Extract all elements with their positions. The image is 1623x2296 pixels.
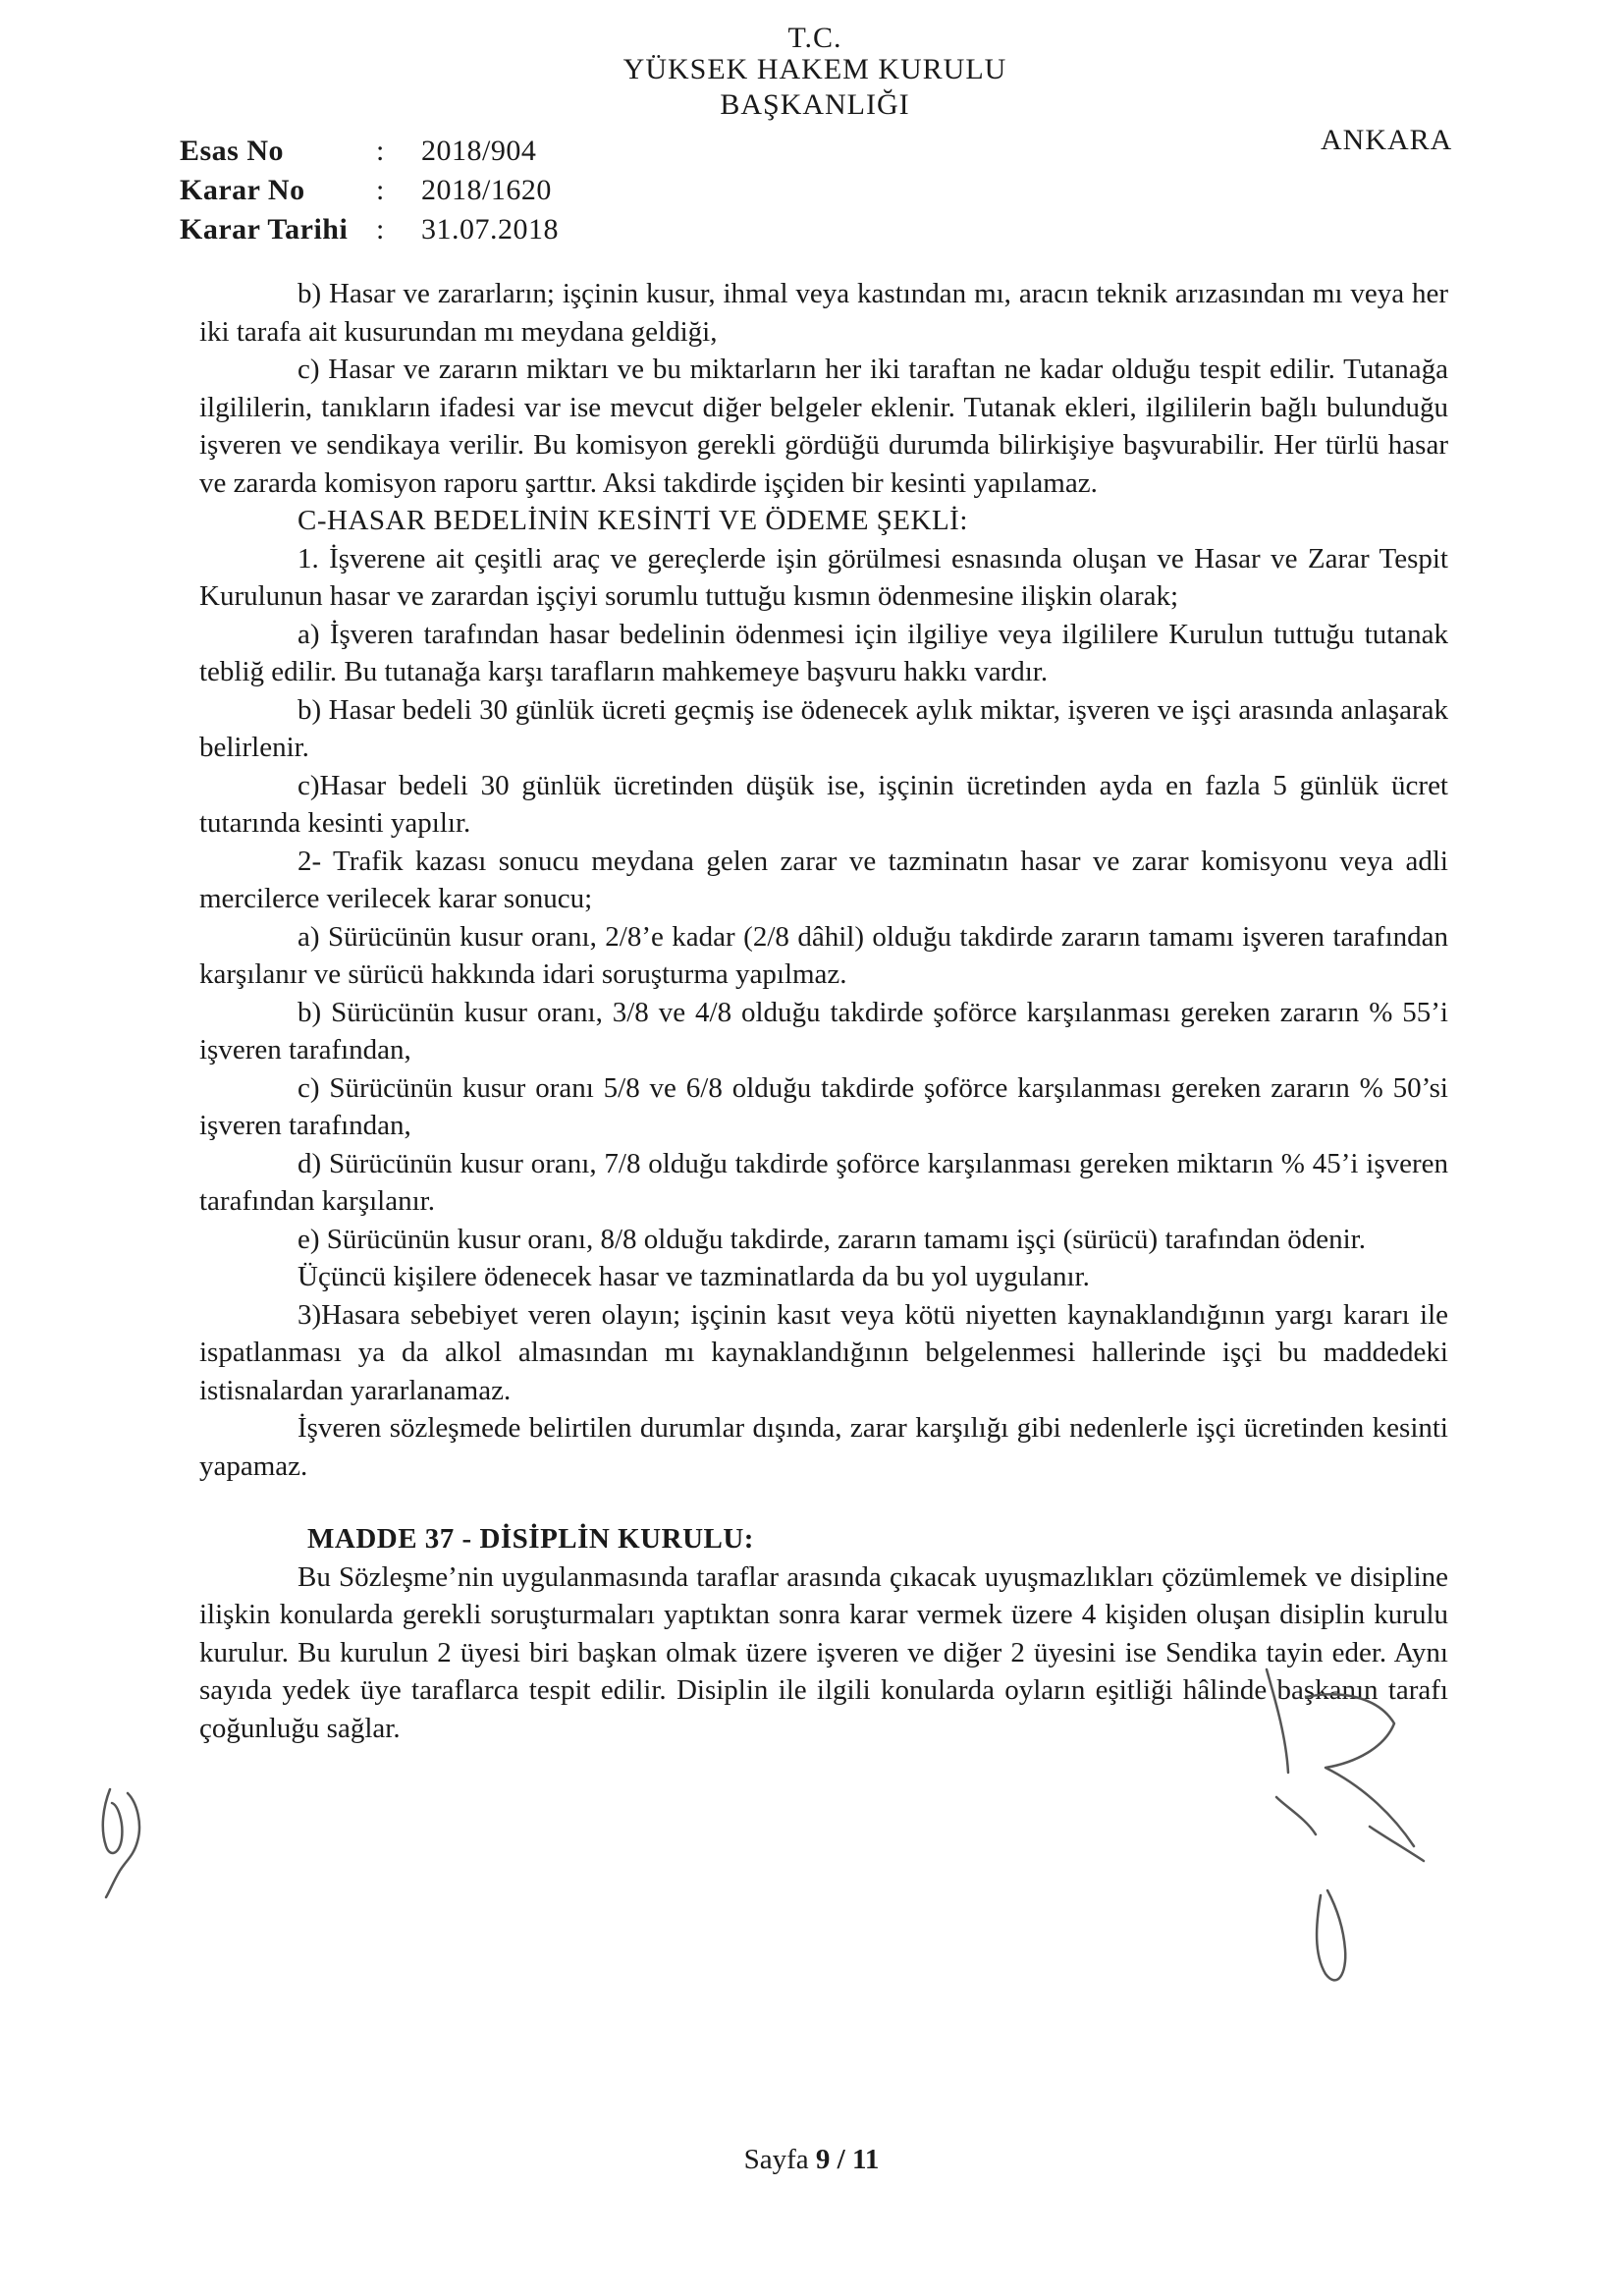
paragraph-1-employer-tools: 1. İşverene ait çeşitli araç ve gereçlerde işin görülmesi esnasında oluşan ve Hasar ve Zarar Tespit Kurulunun hasar ve zarardan işçiyi sorumlu tuttuğu kısmın ödenmesine ilişkin olarak;	[199, 542, 1448, 612]
paragraph-employer-deduction: İşveren sözleşmede belirtilen durumlar dışında, zarar karşılığı gibi nedenlerle işçi ücretinden kesinti yapamaz.	[199, 1412, 1448, 1482]
margin-initial-mark	[103, 1789, 139, 1897]
karar-value: 2018/1620	[421, 174, 552, 206]
colon: :	[376, 135, 385, 167]
colon: :	[376, 213, 385, 246]
paragraph-third-parties: Üçüncü kişilere ödenecek hasar ve tazminatlarda da bu yol uygulanır.	[298, 1261, 1090, 1292]
paragraph-c-deduction: c)Hasar bedeli 30 günlük ücretinden düşük ise, işçinin ücretinden ayda en fazla 5 günlük ücret tutarında kesinti yapılır.	[199, 769, 1448, 839]
article-37-heading: MADDE 37 - DİSİPLİN KURULU:	[307, 1523, 754, 1555]
paragraph-b-damage-cause: b) Hasar ve zararların; işçinin kusur, ihmal veya kastından mı, aracın teknik arızasından mı veya her iki tarafa ait kusurundan mı meydana geldiği,	[199, 278, 1448, 348]
tarih-row	[180, 210, 559, 249]
paragraph-c-damage-amount: c) Hasar ve zararın miktarı ve bu miktarların her iki taraftan ne kadar olduğu tespit edilir. Tutanağa ilgililerin, tanıkların ifadesi var ise mevcut diğer belgeler eklenir. Tutanak ekleri, ilgililerin bağlı bulunduğu işveren ve sendikaya verilir. Bu komisyon gerekli gördüğü durumda bilirkişiye başvurabilir. Her türlü hasar ve zararda komisyon raporu şarttır. Aksi takdirde işçiden bir kesinti yapılamaz.	[199, 354, 1448, 499]
esas-label: Esas No	[180, 135, 285, 167]
paragraph-disciplinary-board: Bu Sözleşme’nin uygulanmasında taraflar arasında çıkacak uyuşmazlıkları çözümlemek ve disipline ilişkin konularda gerekli soruşturmaları yaptıktan sonra karar vermek üzere 4 kişiden oluşan disiplin kurulu kurulur. Bu kurulun 2 üyesi biri başkan olmak üzere işveren ve diğer 2 üyesini ise Sendika tayin eder. Aynı sayıda yedek üye taraflarca tespit edilir. Disiplin ile ilgili konularda oyların eşitliği hâlinde başkanın tarafı çoğunluğu sağlar.	[199, 1560, 1448, 1744]
page-number: 9 / 11	[815, 2144, 880, 2175]
page-footer	[0, 2144, 1623, 2176]
tarih-label: Karar Tarihi	[180, 213, 349, 246]
section-heading-c: C-HASAR BEDELİNİN KESİNTİ VE ÖDEME ŞEKLİ:	[298, 505, 968, 536]
paragraph-c-fault-5-6-8: c) Sürücünün kusur oranı 5/8 ve 6/8 olduğu takdirde şoförce karşılanması gereken zararın % 50’si işveren tarafından,	[199, 1071, 1448, 1141]
tarih-value: 31.07.2018	[421, 213, 559, 246]
signature-loop	[1317, 1890, 1345, 1980]
paragraph-b-fault-3-4-8: b) Sürücünün kusur oranı, 3/8 ve 4/8 olduğu takdirde şoförce karşılanması gereken zararın % 55’i işveren tarafından,	[199, 996, 1448, 1066]
paragraph-e-fault-8-8: e) Sürücünün kusur oranı, 8/8 olduğu takdirde, zararın tamamı işçi (sürücü) tarafından ödenir.	[298, 1223, 1366, 1255]
karar-label: Karar No	[180, 174, 305, 206]
paragraph-2-traffic-accident: 2- Trafik kazası sonucu meydana gelen zarar ve tazminatın hasar ve zarar komisyonu veya adli mercilerce verilecek karar sonucu;	[199, 845, 1448, 914]
colon: :	[376, 174, 385, 206]
page-prefix: Sayfa	[743, 2144, 816, 2175]
institution-name: YÜKSEK HAKEM KURULU	[622, 53, 1007, 85]
esas-row	[180, 132, 559, 171]
case-metadata	[180, 132, 559, 249]
paragraph-a-fault-2-8: a) Sürücünün kusur oranı, 2/8’e kadar (2/8 dâhil) olduğu takdirde zararın tamamı işveren tarafından karşılanır ve sürücü hakkında idari soruşturma yapılmaz.	[199, 920, 1448, 990]
karar-row	[180, 171, 559, 210]
esas-value: 2018/904	[421, 135, 537, 167]
paragraph-3-intent: 3)Hasara sebebiyet veren olayın; işçinin kasıt veya kötü niyetten kaynaklandığının yargı kararı ile ispatlanması ya da alkol almasından mı kaynaklandığının belgelenmesi hallerinde işçi bu maddedeki istisnalardan yararlanamaz.	[199, 1298, 1448, 1406]
paragraph-a-notification: a) İşveren tarafından hasar bedelinin ödenmesi için ilgiliye veya ilgililere Kurulun tuttuğu tutanak tebliğ edilir. Bu tutanağa karşı tarafların mahkemeye başvuru hakkı vardır.	[199, 618, 1448, 687]
institution-office: BAŞKANLIĞI	[720, 88, 910, 121]
document-body	[199, 275, 1448, 1747]
paragraph-b-monthly-amount: b) Hasar bedeli 30 günlük ücreti geçmiş ise ödenecek aylık miktar, işveren ve işçi arasında anlaşarak belirlenir.	[199, 693, 1448, 763]
city-label: ANKARA	[1321, 124, 1453, 156]
tc-label: T.C.	[787, 22, 842, 54]
paragraph-d-fault-7-8: d) Sürücünün kusur oranı, 7/8 olduğu takdirde şoförce karşılanması gereken miktarın % 45’i işveren tarafından karşılanır.	[199, 1147, 1448, 1217]
